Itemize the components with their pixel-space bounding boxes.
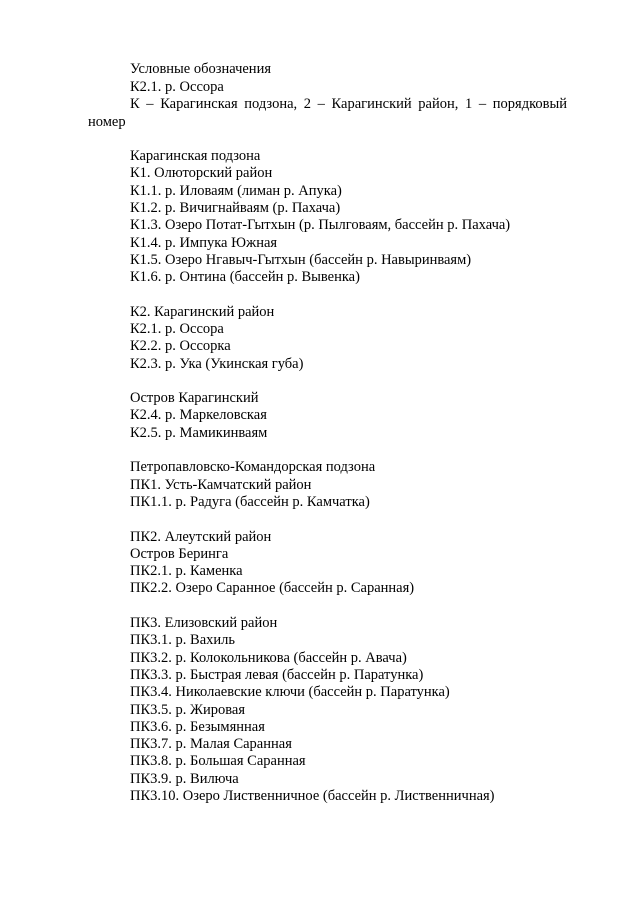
subzone-heading-karaginskaya: Карагинская подзона — [130, 148, 261, 164]
list-item: К1.6. р. Онтина (бассейн р. Вывенка) — [130, 269, 360, 285]
list-item: ПК3.2. р. Колокольникова (бассейн р. Авача) — [130, 650, 407, 666]
list-item: ПК3.1. р. Вахиль — [130, 632, 235, 648]
district-heading-olyutorsky: К1. Олюторский район — [130, 165, 273, 181]
list-item: К1.3. Озеро Потат-Гытхын (р. Пылговаям, бассейн р. Пахача) — [130, 217, 511, 233]
list-item: ПК3.3. р. Быстрая левая (бассейн р. Паратунка) — [130, 667, 424, 683]
list-item: К2.4. р. Маркеловская — [130, 407, 267, 423]
district-heading-elizovsky: ПК3. Елизовский район — [130, 615, 278, 631]
island-heading-bering: Остров Беринга — [130, 546, 229, 562]
island-heading-karaginsky: Остров Карагинский — [130, 390, 259, 406]
legend-title: Условные обозначения — [130, 61, 271, 77]
list-item: ПК2.2. Озеро Саранное (бассейн р. Саранная) — [130, 580, 415, 596]
list-item: ПК2.1. р. Каменка — [130, 563, 243, 579]
list-item: ПК3.7. р. Малая Саранная — [130, 736, 292, 752]
district-heading-aleutsky: ПК2. Алеутский район — [130, 529, 272, 545]
list-item: К2.3. р. Ука (Укинская губа) — [130, 356, 304, 372]
list-item: ПК3.9. р. Вилюча — [130, 771, 239, 787]
list-item: К1.2. р. Вичигнайваям (р. Пахача) — [130, 200, 341, 216]
list-item: ПК3.6. р. Безымянная — [130, 719, 265, 735]
district-heading-karaginsky: К2. Карагинский район — [130, 304, 275, 320]
list-item: ПК1.1. р. Радуга (бассейн р. Камчатка) — [130, 494, 370, 510]
list-item: К2.1. р. Оссора — [130, 321, 224, 337]
subzone-heading-petropavlovsk: Петропавловско-Командорская подзона — [130, 459, 376, 475]
list-item: К1.5. Озеро Нгавыч-Гытхын (бассейн р. Навыринваям) — [130, 252, 472, 268]
list-item: ПК3.8. р. Большая Саранная — [130, 753, 306, 769]
legend-example: К2.1. р. Оссора — [130, 79, 224, 95]
list-item: ПК3.5. р. Жировая — [130, 702, 246, 718]
list-item: К1.4. р. Импука Южная — [130, 235, 278, 251]
list-item: К2.5. р. Мамикинваям — [130, 425, 268, 441]
list-item: ПК3.10. Озеро Лиственничное (бассейн р. Лиственничная) — [130, 788, 495, 804]
district-heading-ust-kamchatsky: ПК1. Усть-Камчатский район — [130, 477, 312, 493]
list-item: К2.2. р. Оссорка — [130, 338, 231, 354]
legend-explanation-line-2: номер — [88, 114, 126, 130]
list-item: К1.1. р. Иловаям (лиман р. Апука) — [130, 183, 342, 199]
list-item: ПК3.4. Николаевские ключи (бассейн р. Паратунка) — [130, 684, 450, 700]
legend-explanation-line-1: К – Карагинская подзона, 2 – Карагинский район, 1 – порядковый — [130, 96, 567, 112]
